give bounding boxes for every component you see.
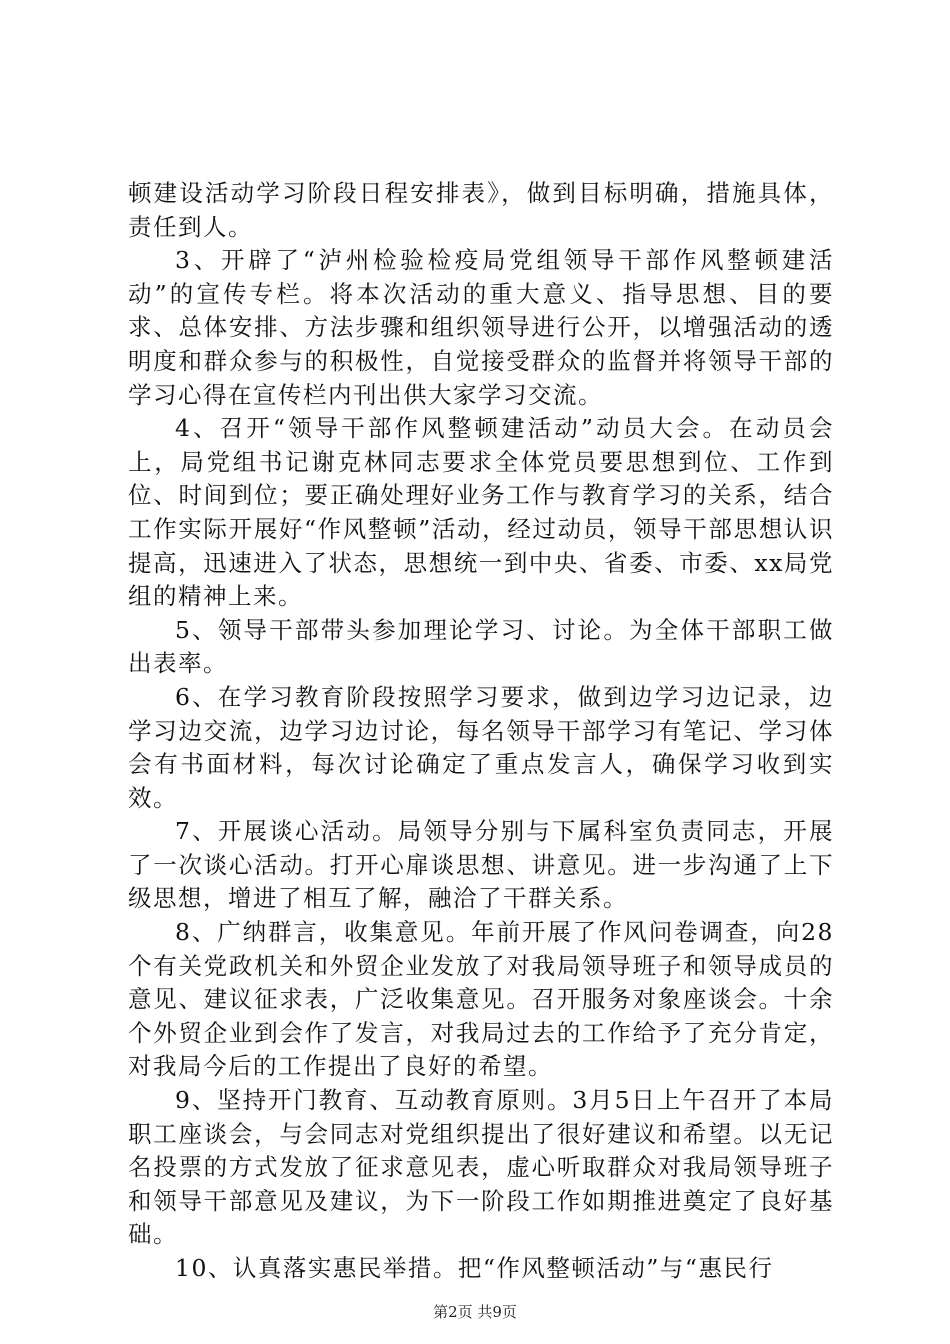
paragraph-item-7: 7、开展谈心活动。局领导分别与下属科室负责同志，开展了一次谈心活动。打开心扉谈思想、讲意见。进一步沟通了上下级思想，增进了相互了解，融洽了干群关系。 <box>128 817 834 913</box>
page-number-footer: 第2页 共9页 <box>433 1303 517 1321</box>
paragraph-item-6: 6、在学习教育阶段按照学习要求，做到边学习边记录，边学习边交流，边学习边讨论，每名领导干部学习有笔记、学习体会有书面材料，每次讨论确定了重点发言人，确保学习收到实效。 <box>128 682 834 812</box>
paragraph-item-9: 9、坚持开门教育、互动教育原则。3月5日上午召开了本局职工座谈会，与会同志对党组织提出了很好建议和希望。以无记名投票的方式发放了征求意见表，虚心听取群众对我局领导班子和领导干部意见及建议，为下一阶段工作如期推进奠定了良好基础。 <box>128 1086 834 1249</box>
paragraph-item-4: 4、召开“领导干部作风整顿建活动”动员大会。在动员会上，局党组书记谢克林同志要求全体党员要思想到位、工作到位、时间到位；要正确处理好业务工作与教育学习的关系，结合工作实际开展好“作风整顿”活动，经过动员，领导干部思想认识提高，迅速进入了状态，思想统一到中央、省委、市委、xx局党组的精神上来。 <box>128 414 834 611</box>
document-body <box>128 177 834 1286</box>
paragraph-continuation: 顿建设活动学习阶段日程安排表》，做到目标明确，措施具体，责任到人。 <box>128 179 834 241</box>
paragraph-item-10: 10、认真落实惠民举措。把“作风整顿活动”与“惠民行 <box>175 1254 774 1282</box>
paragraph-item-8: 8、广纳群言，收集意见。年前开展了作风问卷调查，向28个有关党政机关和外贸企业发放了对我局领导班子和领导成员的意见、建议征求表，广泛收集意见。召开服务对象座谈会。十余个外贸企业到会作了发言，对我局过去的工作给予了充分肯定，对我局今后的工作提出了良好的希望。 <box>128 918 834 1081</box>
paragraph-item-3: 3、开辟了“泸州检验检疫局党组领导干部作风整顿建活动”的宣传专栏。将本次活动的重大意义、指导思想、目的要求、总体安排、方法步骤和组织领导进行公开，以增强活动的透明度和群众参与的积极性，自觉接受群众的监督并将领导干部的学习心得在宣传栏内刊出供大家学习交流。 <box>128 246 834 409</box>
paragraph-item-5: 5、领导干部带头参加理论学习、讨论。为全体干部职工做出表率。 <box>128 615 834 678</box>
